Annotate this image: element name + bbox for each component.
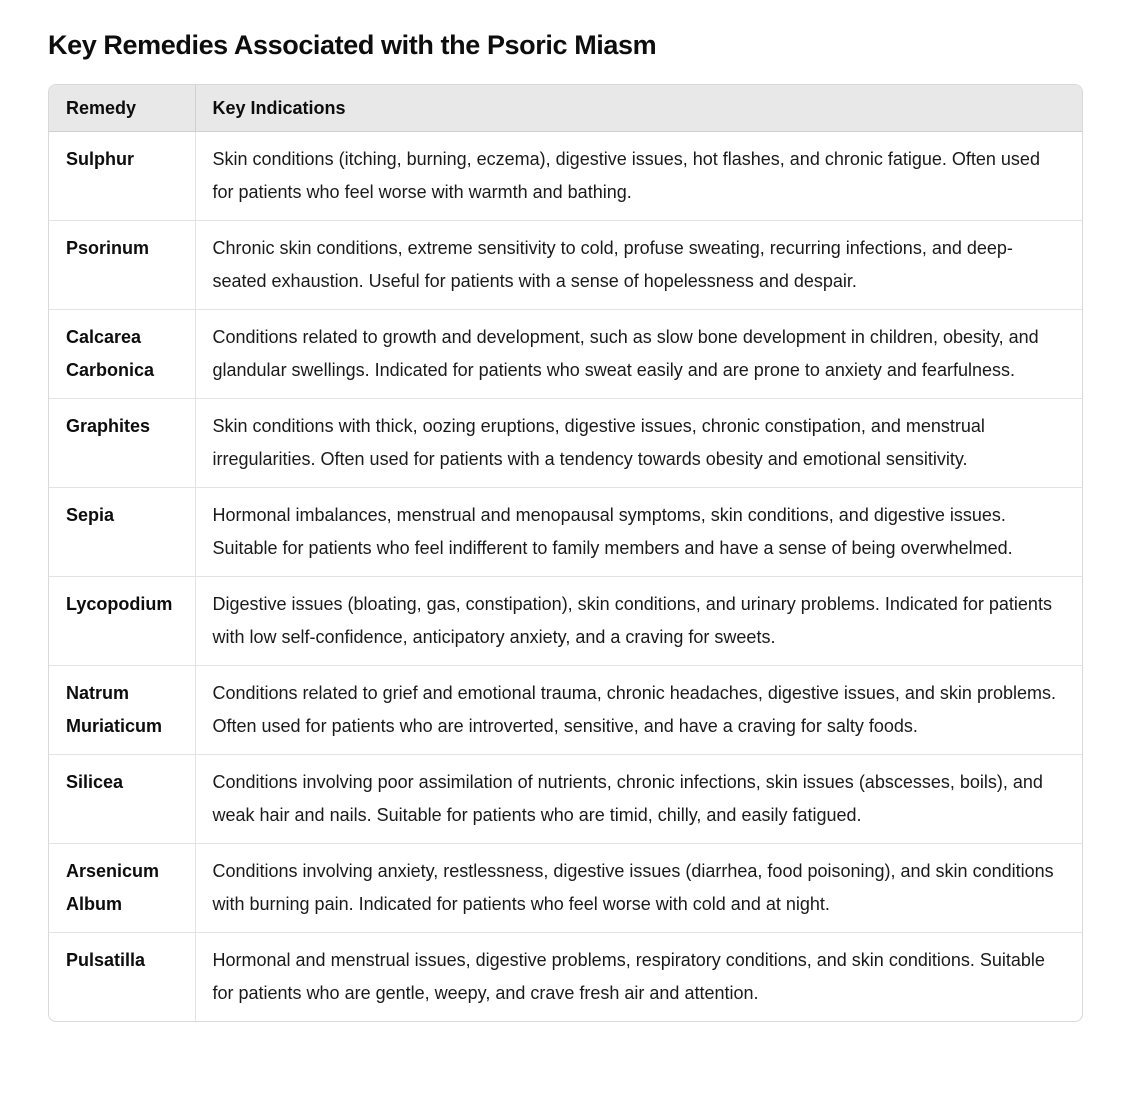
table-row bbox=[49, 132, 1082, 221]
table-row bbox=[49, 310, 1082, 399]
table-row bbox=[49, 488, 1082, 577]
indications-cell: Skin conditions with thick, oozing eruptions, digestive issues, chronic constipation, and menstrual irregularities. Often used for patients with a tendency towards obesity and emotional sensitivity. bbox=[195, 399, 1082, 488]
table-row bbox=[49, 844, 1082, 933]
remedy-cell: Sulphur bbox=[66, 149, 134, 169]
table-row bbox=[49, 755, 1082, 844]
remedy-cell: Lycopodium bbox=[49, 577, 195, 666]
remedy-cell: Psorinum bbox=[49, 221, 195, 310]
remedies-table bbox=[49, 85, 1082, 1021]
indications-cell: Digestive issues (bloating, gas, constipation), skin conditions, and urinary problems. Indicated for patients with low self-confidence, anticipatory anxiety, and a craving for sweets. bbox=[195, 577, 1082, 666]
column-header-remedy: Remedy bbox=[49, 85, 195, 132]
remedy-cell: Arsenicum Album bbox=[49, 844, 195, 933]
indications-cell: Hormonal imbalances, menstrual and menopausal symptoms, skin conditions, and digestive issues. Suitable for patients who feel indifferent to family members and have a sense of being overwhelmed. bbox=[195, 488, 1082, 577]
indications-cell: Skin conditions (itching, burning, eczema), digestive issues, hot flashes, and chronic fatigue. Often used for patients who feel worse with warmth and bathing. bbox=[195, 132, 1082, 221]
table-header-row bbox=[49, 85, 1082, 132]
indications-cell: Conditions involving anxiety, restlessness, digestive issues (diarrhea, food poisoning), and skin conditions with burning pain. Indicated for patients who feel worse with cold and at night. bbox=[195, 844, 1082, 933]
indications-cell: Conditions involving poor assimilation of nutrients, chronic infections, skin issues (abscesses, boils), and weak hair and nails. Suitable for patients who are timid, chilly, and easily fatigued. bbox=[195, 755, 1082, 844]
remedy-cell: Graphites bbox=[49, 399, 195, 488]
table-row bbox=[49, 933, 1082, 1022]
table-row bbox=[49, 577, 1082, 666]
remedy-cell: Calcarea Carbonica bbox=[49, 310, 195, 399]
remedy-cell: Sepia bbox=[49, 488, 195, 577]
indications-cell: Conditions related to growth and development, such as slow bone development in children, obesity, and glandular swellings. Indicated for patients who sweat easily and are prone to anxiety and fearfulness. bbox=[195, 310, 1082, 399]
remedy-cell: Pulsatilla bbox=[49, 933, 195, 1022]
table-body bbox=[49, 132, 1082, 1022]
indications-cell: Hormonal and menstrual issues, digestive problems, respiratory conditions, and skin conditions. Suitable for patients who are gentle, weepy, and crave fresh air and attention. bbox=[195, 933, 1082, 1022]
table-row bbox=[49, 399, 1082, 488]
remedy-cell: Natrum Muriaticum bbox=[49, 666, 195, 755]
remedy-cell: Silicea bbox=[49, 755, 195, 844]
page-title: Key Remedies Associated with the Psoric Miasm bbox=[48, 30, 657, 60]
indications-cell: Chronic skin conditions, extreme sensitivity to cold, profuse sweating, recurring infections, and deep-seated exhaustion. Useful for patients with a sense of hopelessness and despair. bbox=[195, 221, 1082, 310]
indications-cell: Conditions related to grief and emotional trauma, chronic headaches, digestive issues, and skin problems. Often used for patients who are introverted, sensitive, and have a craving for salty foods. bbox=[195, 666, 1082, 755]
column-header-key-indications: Key Indications bbox=[195, 85, 1082, 132]
table-header bbox=[49, 85, 1082, 132]
remedies-table-container bbox=[48, 84, 1083, 1022]
table-row bbox=[49, 666, 1082, 755]
table-row bbox=[49, 221, 1082, 310]
